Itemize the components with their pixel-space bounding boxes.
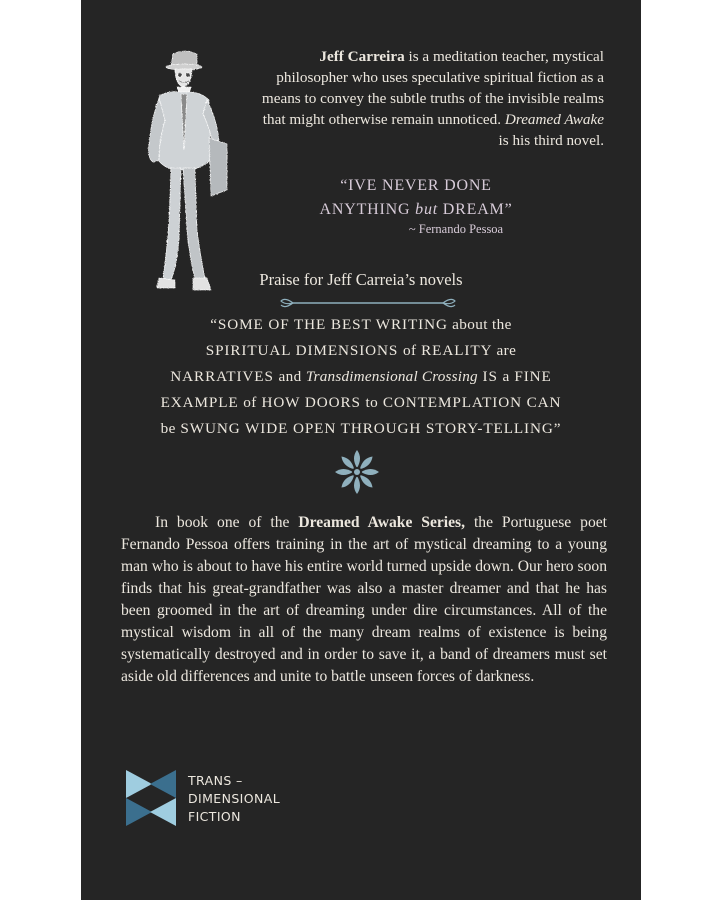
bio-text-2: is his third novel.	[498, 132, 604, 149]
flower-ornament	[331, 446, 383, 498]
epigraph-line-2	[261, 198, 571, 222]
logo-line-3: FICTION	[188, 809, 241, 824]
ornamental-divider	[279, 296, 457, 310]
book-title: Dreamed Awake	[504, 111, 604, 128]
praise-line-3a: NARRATIVES	[170, 368, 279, 385]
epigraph-quote	[261, 174, 571, 222]
praise-line-2b: of	[402, 342, 417, 359]
praise-line-3	[101, 364, 621, 390]
synopsis-paragraph	[121, 512, 607, 688]
praise-line-1a: “SOME OF THE BEST WRITING	[210, 316, 448, 333]
praise-line-5	[101, 416, 621, 442]
praise-line-5a: be	[160, 420, 176, 437]
praise-line-2	[101, 338, 621, 364]
praise-line-4e: CONTEMPLATION CAN	[378, 394, 562, 411]
epigraph-line-1: “IVE NEVER DONE	[340, 177, 492, 194]
praise-line-1	[101, 312, 621, 338]
praise-line-3e: FINE	[509, 368, 552, 385]
synopsis-body: the Portuguese poet Fernando Pessoa offers training in the art of mystical dreaming to a young man who is about to have his entire world turned upside down. Our hero soon finds that his great-grandfather was also a master dreamer and that he has been groomed in the art of dreaming under dire circumstances. All of the mystical wisdom in all of the many dream realms of existence is being systematically destroyed and in order to save it, a band of dreamers must set aside old differences and unite to battle unseen forces of darkness.	[121, 514, 607, 685]
praise-line-4b: of	[243, 394, 257, 411]
author-bio	[261, 46, 604, 151]
epigraph-italic-word: but	[415, 201, 438, 218]
publisher-logo	[126, 768, 326, 828]
synopsis-intro: In book one of the	[155, 514, 299, 531]
praise-line-3b: and	[278, 368, 306, 385]
publisher-logo-mark	[126, 768, 176, 828]
praise-line-4c: HOW DOORS	[256, 394, 366, 411]
bio-text-1: is a meditation teacher, mystical philosopher who uses speculative spiritual fiction as a means to convey the subtle truths of the invisible realms that might otherwise remain unnoticed.	[261, 48, 604, 128]
praise-line-5b: SWUNG WIDE OPEN THROUGH STORY-TELLING”	[175, 420, 562, 437]
logo-line-2: DIMENSIONAL	[188, 791, 281, 806]
author-name: Jeff Carreira	[319, 48, 405, 65]
publisher-logo-text	[188, 772, 328, 826]
epigraph-line-2a: ANYTHING	[319, 201, 416, 218]
back-cover	[81, 0, 641, 900]
praise-line-2c: REALITY	[416, 342, 497, 359]
epigraph-attribution: ~ Fernando Pessoa	[408, 222, 504, 236]
praise-book-title: Transdimensional Crossing	[305, 368, 478, 385]
praise-line-4d: to	[365, 394, 379, 411]
praise-heading: Praise for Jeff Carreia’s novels	[259, 270, 463, 289]
praise-line-2d: are	[496, 342, 517, 359]
walking-man-illustration	[131, 40, 241, 300]
praise-line-3c: IS	[477, 368, 503, 385]
praise-quote	[101, 312, 621, 442]
epigraph-line-2b: DREAM”	[438, 201, 513, 218]
praise-line-2a: SPIRITUAL DIMENSIONS	[205, 342, 403, 359]
logo-line-1: TRANS –	[188, 773, 243, 788]
series-name: Dreamed Awake Series,	[298, 514, 466, 531]
praise-line-4	[101, 390, 621, 416]
praise-line-3d: a	[502, 368, 510, 385]
book-synopsis	[121, 512, 607, 688]
praise-line-4a: EXAMPLE	[160, 394, 244, 411]
praise-line-1b: about the	[447, 316, 512, 333]
